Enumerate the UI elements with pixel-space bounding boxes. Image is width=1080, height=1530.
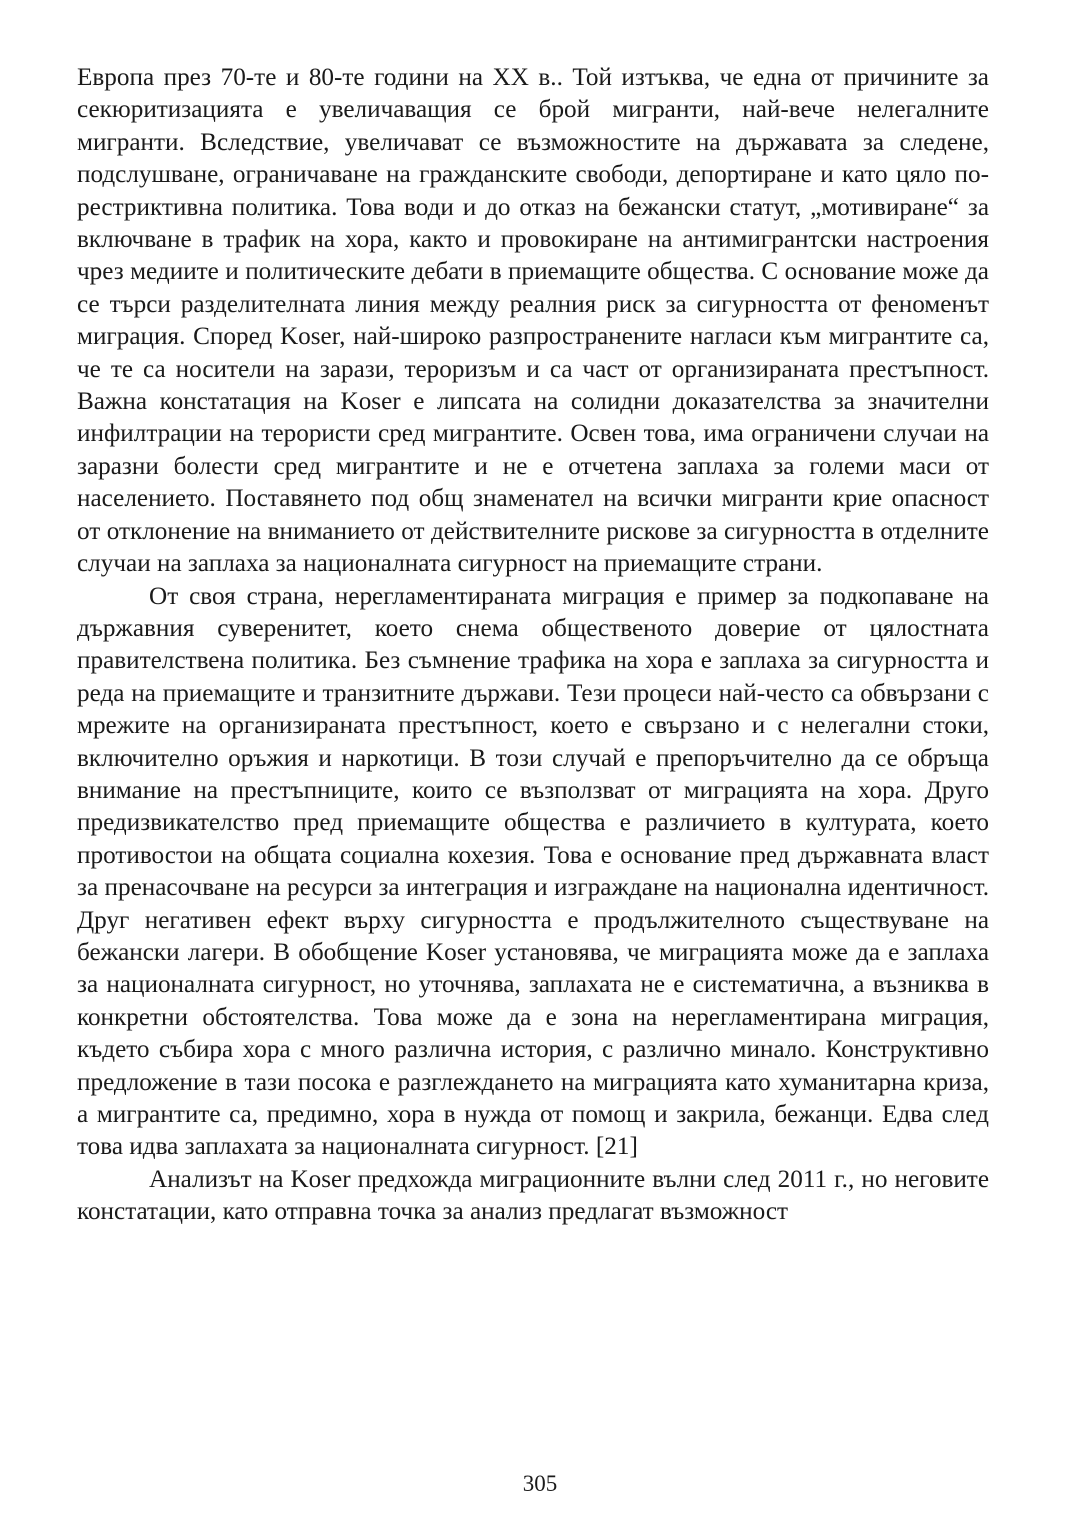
paragraph: Анализът на Koser предхожда миграционните вълни след 2011 г., но неговите констатации, като отправна точка за анализ предлагат възможност	[77, 1165, 989, 1226]
paragraph-continuation: Европа през 70-те и 80-те години на XX в.. Той изтъква, че една от причините за секюритизацията е увеличаващия се брой мигранти, най-вече нелегалните мигранти. Вследствие, увеличават се възможностите на държавата за следене, подслушване, ограничаване на гражданските свободи, депортиране и като цяло по-рестриктивна политика. Това води и до отказ на бежански статут, „мотивиране“ за включване в трафик на хора, както и провокиране на антимигрантски настроения чрез медиите и политическите дебати в приемащите общества. С основание може да се търси разделителната линия между реалния риск за сигурността от феноменът миграция. Според Koser, най-широко разпространените нагласи към мигрантите са, че те са носители на зарази, тероризъм и са част от организираната престъпност. Важна констатация на Koser е липсата на солидни доказателства за значителни инфилтрации на терористи сред мигрантите. Освен това, има ограничени случаи на заразни болести сред мигрантите и не е отчетена заплаха за големи маси от населението. Поставянето под общ знаменател на всички мигранти крие опасност от отклонение на вниманието от действителните рискове за сигурността в отделните случаи на заплаха за националната сигурност на приемащите страни.	[77, 64, 989, 578]
body-text	[77, 62, 989, 1229]
page-number: 305	[522, 1471, 558, 1496]
paragraph: От своя страна, нерегламентираната миграция е пример за подкопаване на държавния суверенитет, което снема общественото доверие от цялостната правителствена политика. Без съмнение трафика на хора е заплаха за сигурността и реда на приемащите и транзитните държави. Тези процеси най-често са обвързани с мрежите на организираната престъпност, което е свързано и с нелегални стоки, включително оръжия и наркотици. В този случай е препоръчително да се обръща внимание на престъпниците, които се възползват от миграцията на хора. Друго предизвикателство пред приемащите общества е различието в културата, което противостои на общата социална кохезия. Това е основание пред държавната власт за пренасочване на ресурси за интеграция и изграждане на национална идентичност. Друг негативен ефект върху сигурността е продължителното съществуване на бежански лагери. В обобщение Koser установява, че миграцията може да е заплаха за националната сигурност, но уточнява, заплахата не е систематична, а възниква в конкретни обстоятелства. Това може да е зона на нерегламентирана миграция, където събира хора с много различна история, с различно минало. Конструктивно предложение в тази посока е разглеждането на миграцията като хуманитарна криза, а мигрантите са, предимно, хора в нужда от помощ и закрила, бежанци. Едва след това идва заплахата за националната сигурност. [21]	[77, 582, 989, 1161]
